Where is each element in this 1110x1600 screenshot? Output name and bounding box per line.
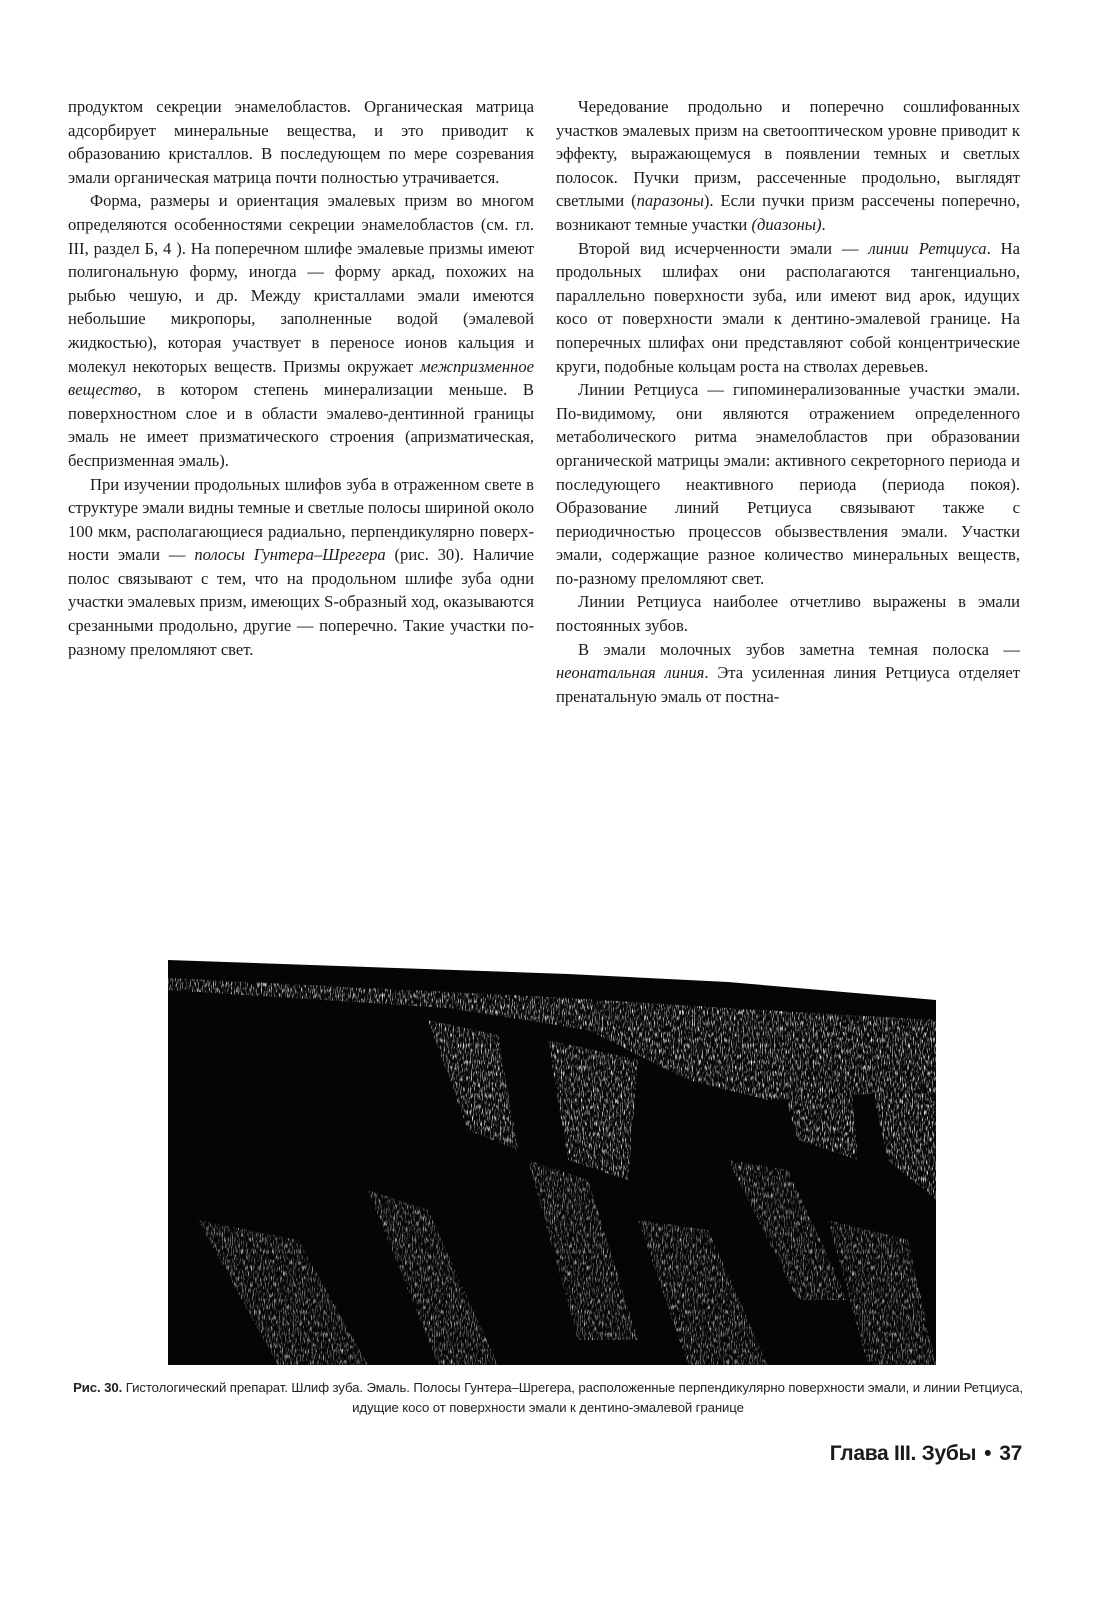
paragraph	[556, 237, 1020, 379]
figure-caption-text: Гистологический препарат. Шлиф зуба. Эмаль. Полосы Гунтера–Шрегера, расположенные перпендикулярно поверхности эмали, и линии Ретциуса, идущие косо от поверхности эмали к дентино-эмалевой границе	[122, 1380, 1023, 1415]
paragraph	[68, 473, 534, 662]
paragraph	[556, 95, 1020, 237]
paragraph	[68, 189, 534, 472]
italic-term: межпризменное вещество	[68, 356, 534, 400]
chapter-title: Глава III. Зубы	[829, 1442, 977, 1465]
italic-term: (диазоны)	[751, 214, 822, 234]
right-text-column	[556, 95, 1020, 708]
text-run: Линии Ретциуса наиболее отчетливо выражены в эмали постоянных зубов.	[556, 592, 1020, 636]
text-run: Форма, размеры и ориентация эмалевых призм во многом определяются особенностями секреции энамелобластов (см. гл. III, раздел Б, 4 ). На поперечном шлифе эмалевые призмы имеют полигональную форму, иногда — форму аркад, похожих на рыбью чешую, и др. Между кристаллами эмали имеются небольшие микропоры, заполненные водой (эмалевой жидкостью), которая участвует в переносе ионов кальция и молекул некоторых веществ. Призмы окружает	[68, 191, 534, 376]
text-run: (рис. 30). Наличие полос связывают с тем, что на продольном шлифе зуба одни участки эмалевых призм, имеющих S-образный ход, оказываются срезанными продольно, другие — поперечно. Такие участки по-разному преломляют свет.	[68, 545, 534, 659]
text-run: продуктом секреции энамелобластов. Органическая матрица адсорбирует минеральные вещества, и это приводит к образованию кристаллов. В последующем по мере созревания эмали органическая матрица почти полностью утрачивается.	[68, 97, 534, 187]
text-run: Линии Ретциуса — гипоминерализованные участки эмали. По-видимому, они являются отражением определенного метаболического ритма энамелобластов при образовании органической матрицы эмали: активного секреторного периода и последующего неактивного периода (периода покоя). Образование линий Ретциуса связывают также с периодичностью процессов обызвествления эмали. Участки эмали, содержащие разное количество минеральных веществ, по-разному преломляют свет.	[556, 380, 1020, 588]
paragraph	[68, 95, 534, 189]
text-run: В эмали молочных зубов заметна темная полоска —	[578, 639, 1020, 659]
italic-term: паразоны	[636, 191, 704, 211]
figure-caption	[68, 1378, 1028, 1418]
text-run: Чередование продольно и поперечно сошлифованных участков эмалевых призм на светооптическом уровне приводит к эффекту, выражающемуся в появлении темных и светлых полосок. Пучки призм, рассеченные продольно, выглядят светлыми (	[556, 97, 1020, 211]
page-number: 37	[999, 1442, 1022, 1465]
text-run: . На продольных шлифах они располагаются тангенциально, параллельно поверхности зуба, или имеют вид арок, идущих косо от поверхности эмали к дентино-эмалевой границе. На поперечных шлифах они представляют собой концентрические круги, подобные кольцам роста на стволах деревьев.	[556, 238, 1020, 376]
left-text-column	[68, 95, 534, 661]
enamel-micrograph-image	[168, 960, 936, 1365]
figure-30-micrograph	[168, 960, 936, 1365]
italic-term: полосы Гунтера–Шрегера	[194, 545, 386, 565]
paragraph	[556, 590, 1020, 637]
text-run: , в котором степень минерализации меньше. В поверхностном слое и в области эмалево-дентинной границы эмаль не имеет призматического строения (апризматическая, беспризменная эмаль).	[68, 380, 534, 470]
text-run: При изучении продольных шлифов зуба в отраженном свете в структуре эмали видны темные и светлые полосы шириной около 100 мкм, располагающиеся радиально, перпендикулярно поверхности эмали —	[68, 474, 534, 565]
text-run: . Эта усиленная линия Ретциуса отделяет пренатальную эмаль от постна-	[556, 663, 1020, 706]
text-run: ). Если пучки призм рассечены поперечно, возникают темные участки	[556, 191, 1020, 234]
text-run: Второй вид исчерченности эмали —	[578, 238, 869, 258]
bullet-separator: •	[984, 1442, 992, 1465]
paragraph	[556, 378, 1020, 590]
italic-term: неонатальная линия	[556, 663, 705, 683]
figure-caption-label: Рис. 30.	[73, 1380, 123, 1395]
paragraph	[556, 638, 1020, 709]
text-run: .	[821, 214, 826, 234]
page-footer	[830, 1442, 1022, 1466]
italic-term: линии Ретциуса	[868, 238, 987, 258]
